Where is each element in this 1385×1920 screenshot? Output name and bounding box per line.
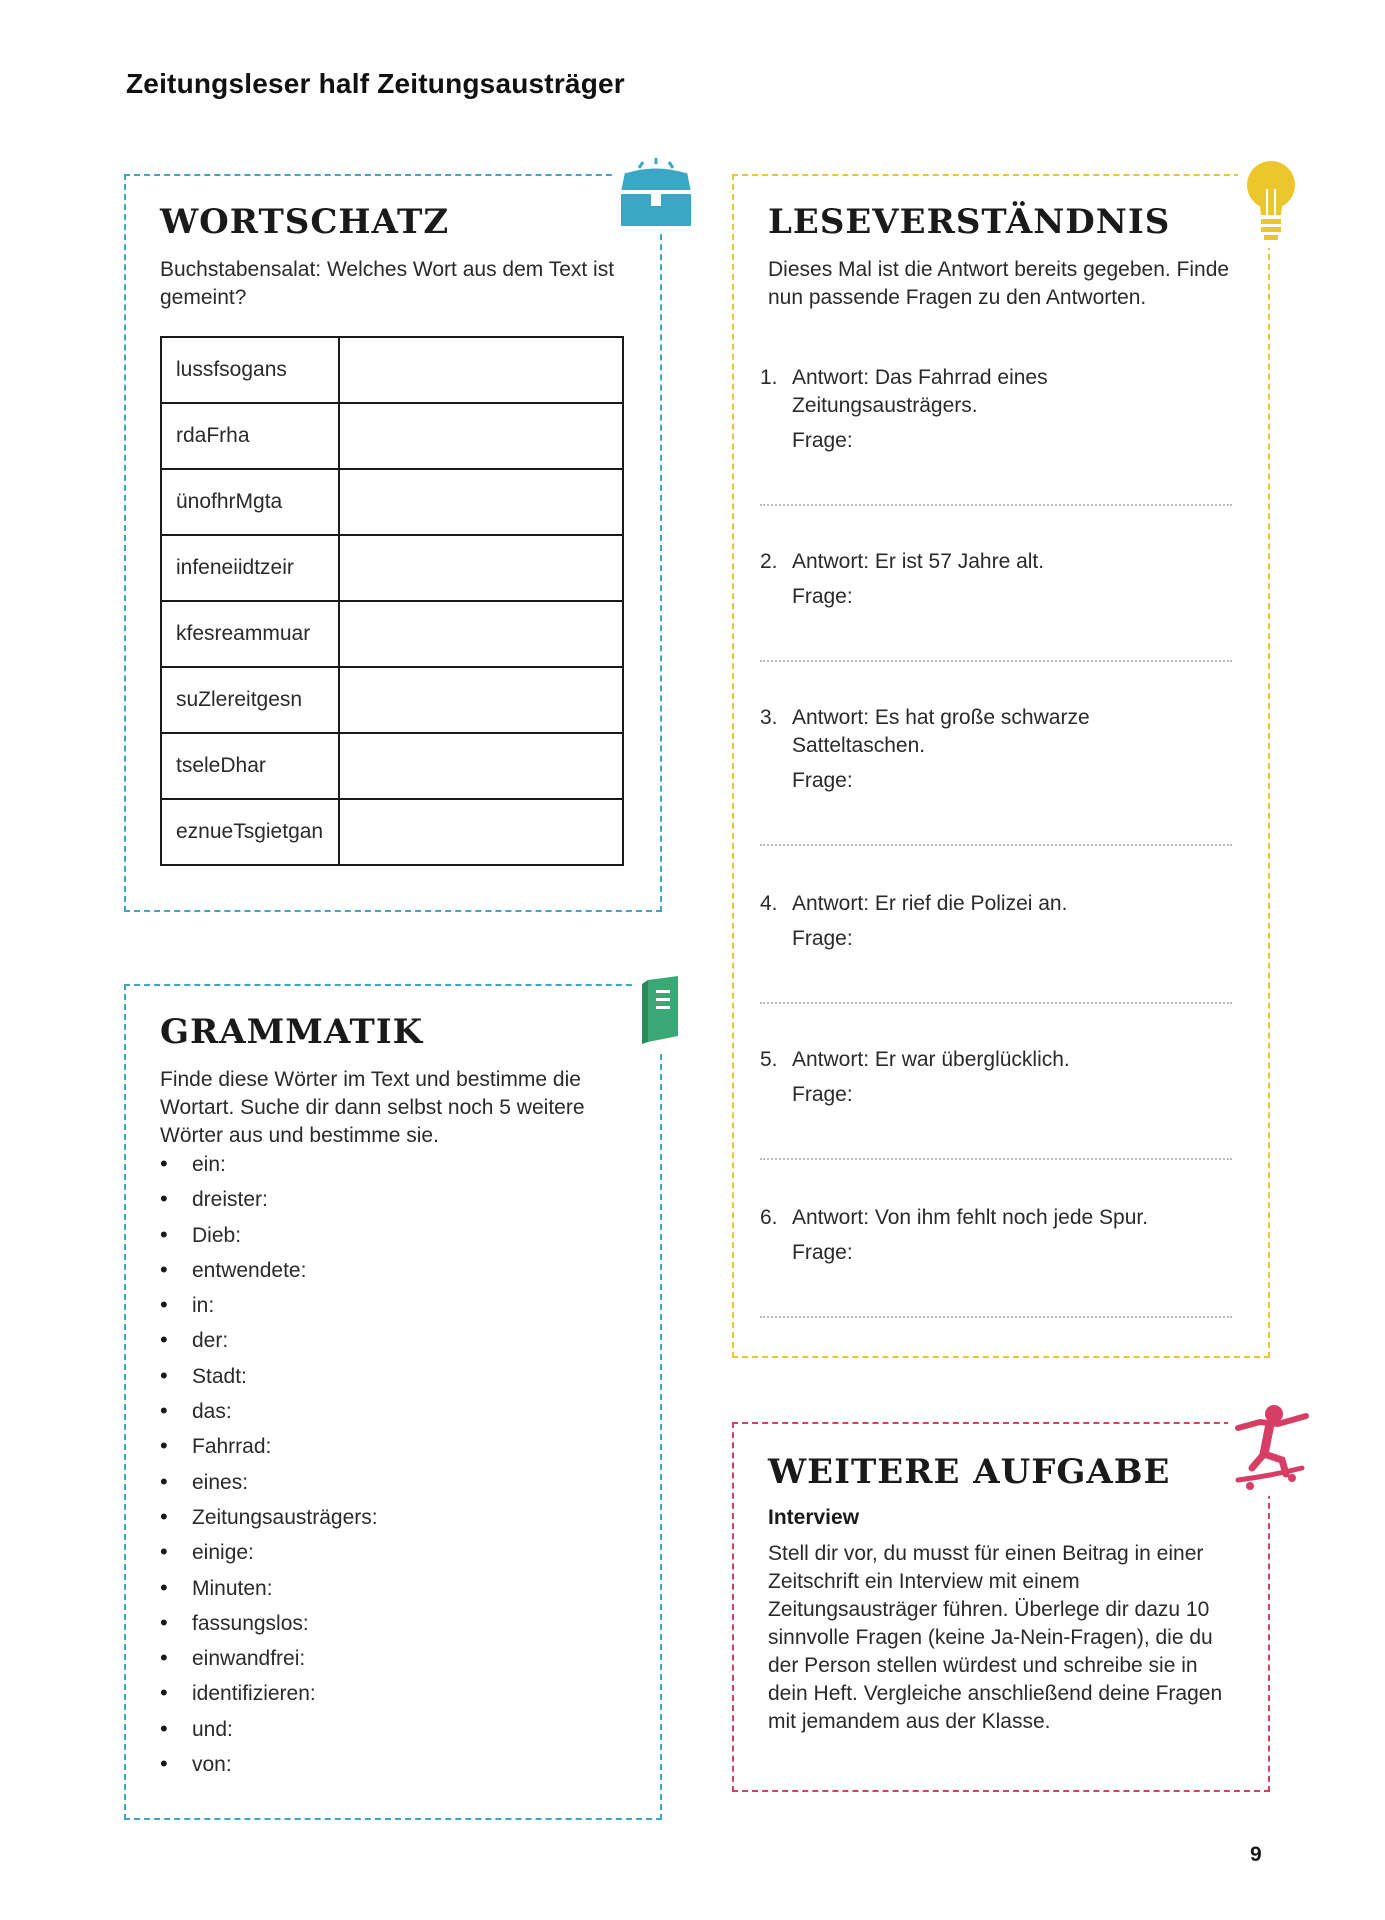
scrambled-word: lussfsogans bbox=[161, 337, 339, 403]
list-item: • der: bbox=[160, 1326, 378, 1361]
answer-cell[interactable] bbox=[339, 799, 623, 865]
weitere-aufgabe-text: Stell dir vor, du musst für einen Beitrag in einer Zeitschrift ein Interview mit einem Zeitungsausträger führen. Überlege dir dazu 10 sinnvolle Fragen (keine Ja-Nein-Fragen), die du der Person stellen würdest und schreibe sie in dein Heft. Vergleiche anschließend deine Fragen mit jemandem aus der Klasse. bbox=[768, 1542, 1223, 1733]
answer-cell[interactable] bbox=[339, 337, 623, 403]
list-item: • dreister: bbox=[160, 1185, 378, 1220]
treasure-chest-icon bbox=[612, 154, 700, 234]
question-number: 3. bbox=[760, 706, 778, 729]
grammatik-title: GRAMMATIK bbox=[160, 1012, 424, 1052]
question-answer: Antwort: Es hat große schwarze Satteltaschen. bbox=[792, 706, 1090, 757]
table-row bbox=[161, 337, 623, 403]
book-icon bbox=[632, 970, 692, 1050]
answer-cell[interactable] bbox=[339, 469, 623, 535]
answer-line[interactable] bbox=[760, 504, 1232, 506]
answer-cell[interactable] bbox=[339, 403, 623, 469]
frage-label: Frage: bbox=[792, 1241, 853, 1264]
interview-subheading: Interview bbox=[768, 1506, 860, 1529]
question-number: 6. bbox=[760, 1206, 778, 1229]
skateboarder-icon bbox=[1228, 1400, 1316, 1496]
list-item: • Dieb: bbox=[160, 1221, 378, 1256]
question-item bbox=[760, 548, 1240, 611]
answer-line[interactable] bbox=[760, 660, 1232, 662]
answer-cell[interactable] bbox=[339, 667, 623, 733]
list-item: • Zeitungsausträgers: bbox=[160, 1503, 378, 1538]
leseverstaendnis-instruction: Dieses Mal ist die Antwort bereits gegeben. Finde nun passende Fragen zu den Antworten. bbox=[768, 258, 1230, 309]
frage-label: Frage: bbox=[792, 769, 853, 792]
table-row bbox=[161, 601, 623, 667]
table-row bbox=[161, 535, 623, 601]
list-item: • Stadt: bbox=[160, 1362, 378, 1397]
wortschatz-instruction: Buchstabensalat: Welches Wort aus dem Text ist gemeint? bbox=[160, 258, 615, 309]
answer-line[interactable] bbox=[760, 1316, 1232, 1318]
question-number: 4. bbox=[760, 892, 778, 915]
question-answer: Antwort: Von ihm fehlt noch jede Spur. bbox=[792, 1206, 1149, 1229]
list-item: • von: bbox=[160, 1750, 378, 1785]
vocab-table bbox=[160, 336, 624, 866]
list-item: • eines: bbox=[160, 1468, 378, 1503]
frage-label: Frage: bbox=[792, 1083, 853, 1106]
question-item bbox=[760, 364, 1240, 455]
frage-label: Frage: bbox=[792, 429, 853, 452]
frage-label: Frage: bbox=[792, 927, 853, 950]
list-item: • entwendete: bbox=[160, 1256, 378, 1291]
grammatik-word-list bbox=[160, 1150, 378, 1785]
scrambled-word: tseleDhar bbox=[161, 733, 339, 799]
question-number: 5. bbox=[760, 1048, 778, 1071]
question-item bbox=[760, 1046, 1240, 1109]
list-item: • in: bbox=[160, 1291, 378, 1326]
scrambled-word: eznueTsgietgan bbox=[161, 799, 339, 865]
leseverstaendnis-title: LESEVERSTÄNDNIS bbox=[768, 202, 1171, 242]
weitere-aufgabe-title: WEITERE AUFGABE bbox=[768, 1452, 1171, 1492]
page-number: 9 bbox=[1250, 1843, 1262, 1866]
question-answer: Antwort: Er rief die Polizei an. bbox=[792, 892, 1068, 915]
scrambled-word: suZlereitgesn bbox=[161, 667, 339, 733]
question-answer: Antwort: Das Fahrrad eines Zeitungsausträgers. bbox=[792, 366, 1048, 417]
table-row bbox=[161, 403, 623, 469]
list-item: • das: bbox=[160, 1397, 378, 1432]
scrambled-word: infeneiidtzeir bbox=[161, 535, 339, 601]
list-item: • identifizieren: bbox=[160, 1679, 378, 1714]
answer-cell[interactable] bbox=[339, 601, 623, 667]
wortschatz-title: WORTSCHATZ bbox=[160, 202, 450, 242]
table-row bbox=[161, 799, 623, 865]
question-item bbox=[760, 1204, 1240, 1267]
grammatik-instruction: Finde diese Wörter im Text und bestimme die Wortart. Suche dir dann selbst noch 5 weitere Wörter aus und bestimme sie. bbox=[160, 1068, 585, 1147]
frage-label: Frage: bbox=[792, 585, 853, 608]
table-row bbox=[161, 667, 623, 733]
list-item: • und: bbox=[160, 1715, 378, 1750]
question-answer: Antwort: Er war überglücklich. bbox=[792, 1048, 1070, 1071]
page-title: Zeitungsleser half Zeitungsausträger bbox=[126, 68, 625, 99]
list-item: • ein: bbox=[160, 1150, 378, 1185]
scrambled-word: kfesreammuar bbox=[161, 601, 339, 667]
list-item: • einige: bbox=[160, 1538, 378, 1573]
question-item bbox=[760, 704, 1240, 795]
table-row bbox=[161, 733, 623, 799]
lightbulb-icon bbox=[1238, 156, 1304, 248]
question-answer: Antwort: Er ist 57 Jahre alt. bbox=[792, 550, 1045, 573]
answer-cell[interactable] bbox=[339, 535, 623, 601]
answer-line[interactable] bbox=[760, 1158, 1232, 1160]
question-number: 1. bbox=[760, 366, 778, 389]
question-number: 2. bbox=[760, 550, 778, 573]
list-item: • Fahrrad: bbox=[160, 1432, 378, 1467]
table-row bbox=[161, 469, 623, 535]
answer-line[interactable] bbox=[760, 844, 1232, 846]
answer-cell[interactable] bbox=[339, 733, 623, 799]
list-item: • einwandfrei: bbox=[160, 1644, 378, 1679]
list-item: • Minuten: bbox=[160, 1574, 378, 1609]
question-item bbox=[760, 890, 1240, 953]
scrambled-word: ünofhrMgta bbox=[161, 469, 339, 535]
scrambled-word: rdaFrha bbox=[161, 403, 339, 469]
list-item: • fassungslos: bbox=[160, 1609, 378, 1644]
answer-line[interactable] bbox=[760, 1002, 1232, 1004]
